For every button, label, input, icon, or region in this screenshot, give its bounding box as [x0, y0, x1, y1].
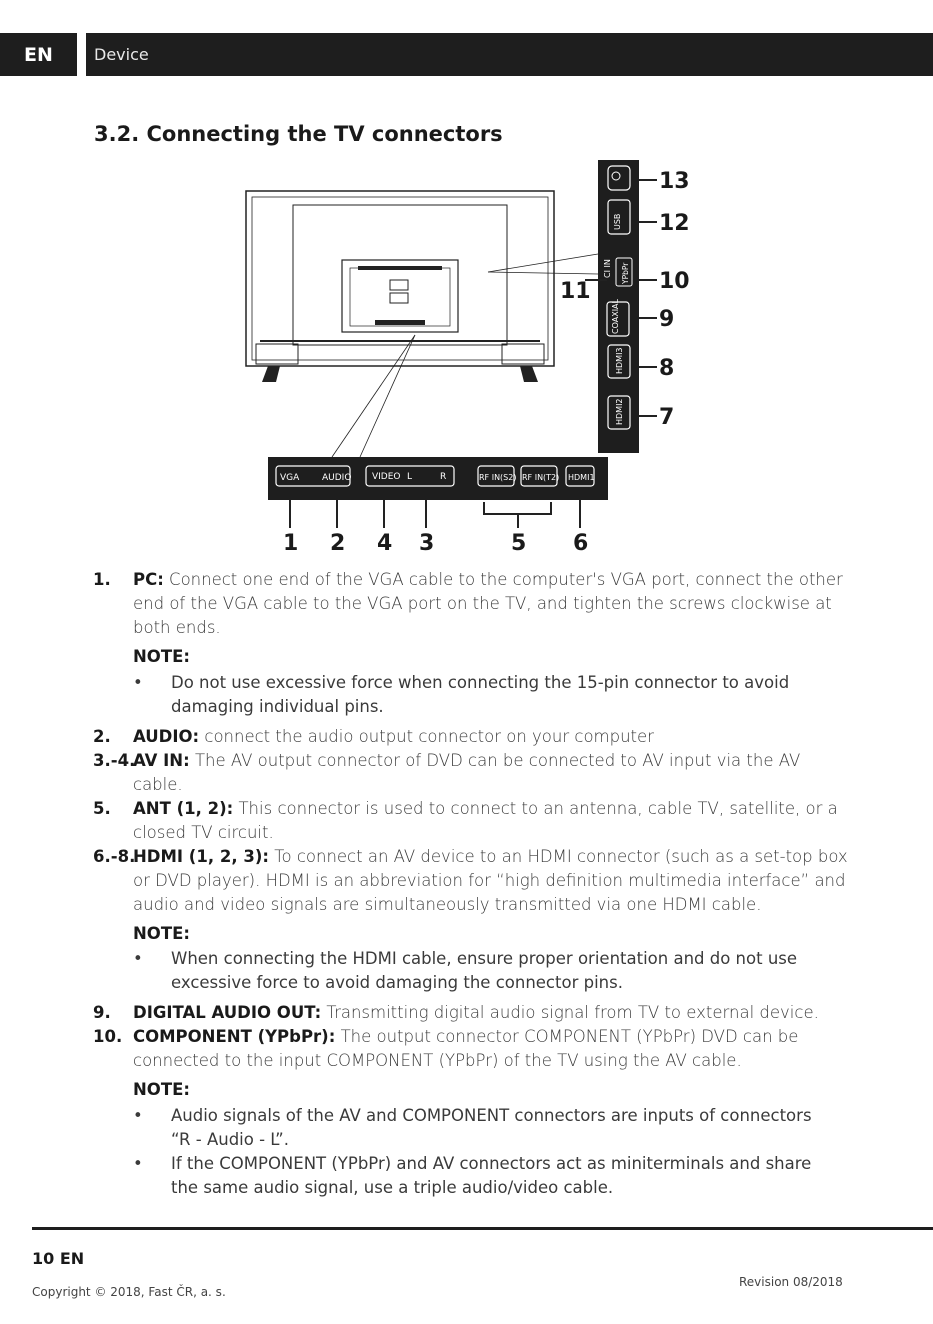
- callout-7: 7: [659, 405, 675, 430]
- callout-1: 1: [283, 531, 299, 556]
- item-label: PC:: [133, 570, 164, 589]
- coaxial-port-label: COAXIAL: [611, 299, 620, 334]
- r-port-label: R: [440, 472, 447, 482]
- footer-divider: [32, 1227, 933, 1230]
- item-number: 9.: [93, 1003, 111, 1022]
- video-port-label: VIDEO: [372, 472, 401, 482]
- item-number: 6.-8.: [93, 847, 136, 866]
- item-number: 1.: [93, 570, 111, 589]
- note-text: If the COMPONENT (YPbPr) and AV connectors act as miniterminals and share the same audio signal, use a triple audio/video cable.: [171, 1154, 812, 1197]
- item-text: Transmitting digital audio signal from TV to external device.: [321, 1003, 819, 1022]
- item-label: AUDIO:: [133, 727, 200, 746]
- item-label: HDMI (1, 2, 3):: [133, 847, 269, 866]
- bullet-dot: •: [133, 673, 143, 692]
- tv-back-diagram: [0, 150, 933, 560]
- callout-4: 4: [377, 531, 393, 556]
- list-item: [93, 725, 853, 749]
- bullet-dot: •: [133, 949, 143, 968]
- vga-port-label: VGA: [280, 473, 300, 483]
- list-item: [93, 1001, 853, 1025]
- note-heading: NOTE:: [133, 647, 190, 666]
- note-bullet: [133, 1152, 833, 1200]
- callout-10: 10: [659, 269, 690, 294]
- usb-port-label: USB: [613, 213, 622, 230]
- note-bullet: [133, 1104, 833, 1152]
- item-number: 3.-4.: [93, 751, 136, 770]
- item-text: The output connector COMPONENT (YPbPr) DVD can be connected to the input COMPONENT (YPbPr) of the TV using the AV cable.: [133, 1027, 799, 1070]
- section-header: [86, 33, 933, 76]
- ypbpr-port-label: YPbPr: [621, 262, 630, 284]
- callout-5: 5: [511, 531, 527, 556]
- note-text: Do not use excessive force when connecting the 15-pin connector to avoid damaging individual pins.: [171, 673, 790, 716]
- note-bullet: [133, 947, 833, 995]
- hdmi2-port-label: HDMI2: [615, 398, 624, 425]
- item-text: connect the audio output connector on your computer: [199, 727, 654, 746]
- item-text: The AV output connector of DVD can be connected to AV input via the AV cable.: [133, 751, 801, 794]
- callout-8: 8: [659, 356, 675, 381]
- section-name: Device: [94, 45, 149, 64]
- copyright-text: Copyright © 2018, Fast ČR, a. s.: [32, 1285, 226, 1299]
- rf-in-s2-label: RF IN(S2): [479, 473, 517, 482]
- item-number: 10.: [93, 1027, 123, 1046]
- note-heading: NOTE:: [133, 924, 190, 943]
- item-label: DIGITAL AUDIO OUT:: [133, 1003, 322, 1022]
- item-text: To connect an AV device to an HDMI connector (such as a set-top box or DVD player). HDMI is an abbreviation for “high definition multimedia interface” and audio and video signals are simultaneously transmitted via one HDMI cable.: [133, 847, 848, 914]
- callout-11: 11: [560, 279, 591, 304]
- note-text: When connecting the HDMI cable, ensure proper orientation and do not use excessive force to avoid damaging the connector pins.: [171, 949, 798, 992]
- item-number: 5.: [93, 799, 111, 818]
- ci-in-label: CI IN: [603, 259, 612, 278]
- audio-port-label: AUDIO: [322, 473, 352, 483]
- callout-9: 9: [659, 307, 675, 332]
- bullet-dot: •: [133, 1154, 143, 1173]
- note-text: Audio signals of the AV and COMPONENT connectors are inputs of connectors “R - Audio - L”.: [171, 1106, 812, 1149]
- callout-13: 13: [659, 169, 690, 194]
- callout-12: 12: [659, 211, 690, 236]
- list-item: [93, 749, 853, 797]
- list-item: [93, 568, 853, 640]
- tv-connectors-figure: [0, 150, 933, 564]
- callout-3: 3: [419, 531, 435, 556]
- list-item: [93, 797, 853, 845]
- item-label: AV IN:: [133, 751, 190, 770]
- tv-body: [246, 191, 554, 366]
- list-item: [93, 1025, 853, 1073]
- bullet-dot: •: [133, 1106, 143, 1125]
- callout-2: 2: [330, 531, 346, 556]
- language-badge: EN: [0, 33, 77, 76]
- item-label: ANT (1, 2):: [133, 799, 234, 818]
- item-text: Connect one end of the VGA cable to the computer's VGA port, connect the other end of the VGA cable to the VGA port on the TV, and tighten the screws clockwise at both ends.: [133, 570, 843, 637]
- list-item: [93, 845, 853, 917]
- hdmi1-port-label: HDMI1: [568, 473, 595, 482]
- note-bullet: [133, 671, 833, 719]
- hdmi3-port-label: HDMI3: [615, 347, 624, 374]
- item-number: 2.: [93, 727, 111, 746]
- page-number: 10 EN: [32, 1249, 85, 1268]
- page-title: 3.2. Connecting the TV connectors: [94, 122, 503, 146]
- note-heading: NOTE:: [133, 1080, 190, 1099]
- l-port-label: L: [407, 472, 413, 482]
- item-text: This connector is used to connect to an antenna, cable TV, satellite, or a closed TV circuit.: [133, 799, 838, 842]
- callout-6: 6: [573, 531, 589, 556]
- revision-text: Revision 08/2018: [739, 1275, 843, 1289]
- rf-in-t2-label: RF IN(T2): [522, 473, 560, 482]
- item-label: COMPONENT (YPbPr):: [133, 1027, 336, 1046]
